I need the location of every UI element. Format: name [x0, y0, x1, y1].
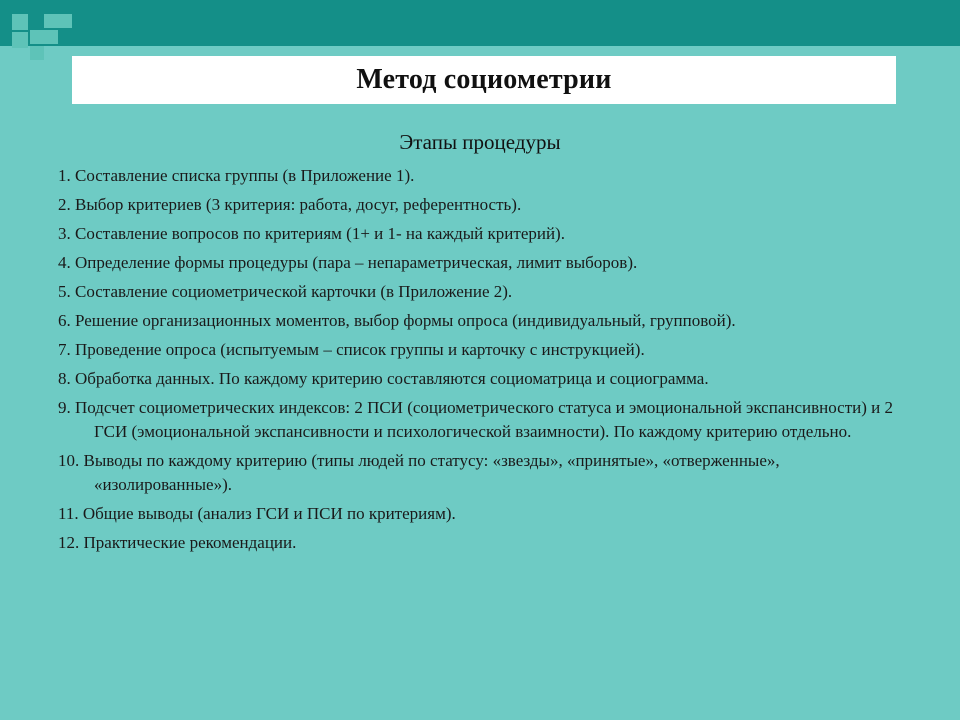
step-item: 5. Составление социометрической карточки (в Приложение 2).: [58, 282, 513, 301]
step-item: 2. Выбор критериев (3 критерия: работа, досуг, референтность).: [58, 195, 522, 214]
slide-title: Метод социометрии: [356, 64, 612, 95]
step-item: 4. Определение формы процедуры (пара – непараметрическая, лимит выборов).: [58, 253, 638, 272]
steps-list: [58, 164, 918, 560]
step-item: 8. Обработка данных. По каждому критерию составляются социоматрица и социограмма.: [58, 369, 709, 388]
step-item: 11. Общие выводы (анализ ГСИ и ПСИ по критериям).: [58, 504, 456, 523]
decor-square: [30, 46, 44, 60]
step-item: 6. Решение организационных моментов, выбор формы опроса (индивидуальный, групповой).: [58, 311, 736, 330]
decor-square: [12, 14, 28, 30]
step-item: 10. Выводы по каждому критерию (типы людей по статусу: «звезды», «принятые», «отверженные», «изолированные»).: [58, 451, 780, 494]
header-band: [0, 0, 960, 46]
step-item: 1. Составление списка группы (в Приложение 1).: [58, 166, 415, 185]
step-item: 9. Подсчет социометрических индексов: 2 ПСИ (социометрического статуса и эмоциональной экспансивности) и 2 ГСИ (эмоциональной экспансивности и психологической взаимности). По каждому критерию отдельно.: [58, 398, 893, 441]
decor-square: [44, 30, 58, 44]
decor-square: [44, 14, 58, 28]
decor-square: [12, 32, 28, 48]
title-box: [72, 56, 896, 104]
step-item: 3. Составление вопросов по критериям (1+ и 1- на каждый критерий).: [58, 224, 565, 243]
slide-subtitle: Этапы процедуры: [399, 130, 561, 154]
step-item: 12. Практические рекомендации.: [58, 533, 297, 552]
decor-square: [30, 30, 44, 44]
decor-square: [58, 14, 72, 28]
step-item: 7. Проведение опроса (испытуемым – список группы и карточку с инструкцией).: [58, 340, 645, 359]
